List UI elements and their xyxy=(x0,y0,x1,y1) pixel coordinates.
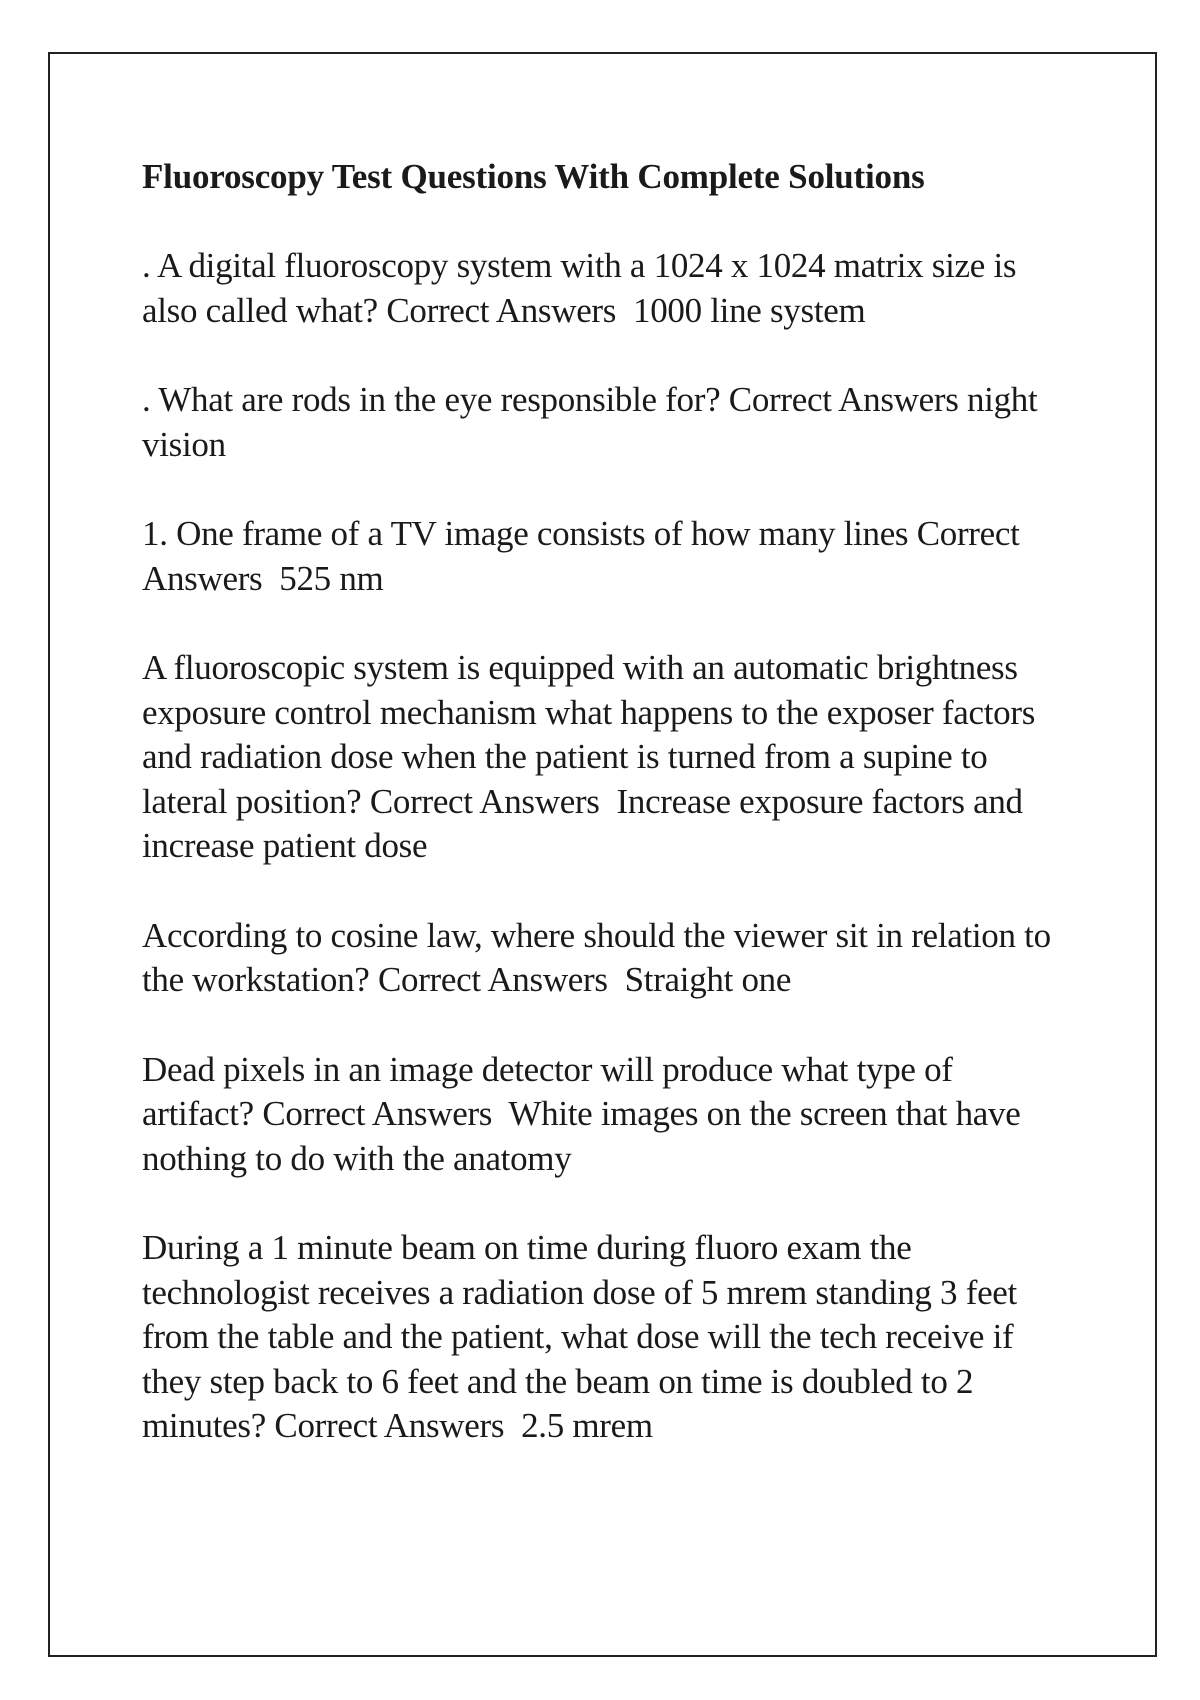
question-item: 1. One frame of a TV image consists of how many lines Correct Answers 525 nm xyxy=(142,514,1027,598)
question-item: During a 1 minute beam on time during fluoro exam the technologist receives a radiation dose of 5 mrem standing 3 feet from the table and the patient, what dose will the tech receive if they step back to 6 feet and the beam on time is doubled to 2 minutes? Correct Answers 2.5 mrem xyxy=(142,1228,1026,1445)
question-list xyxy=(142,244,1062,1449)
document-title: Fluoroscopy Test Questions With Complete Solutions xyxy=(142,157,925,196)
question-item: . What are rods in the eye responsible for? Correct Answers night vision xyxy=(142,380,1046,464)
question-item: . A digital fluoroscopy system with a 1024 x 1024 matrix size is also called what? Correct Answers 1000 line system xyxy=(142,246,1025,330)
question-item: According to cosine law, where should the viewer sit in relation to the workstation? Correct Answers Straight one xyxy=(142,915,1060,999)
document-body xyxy=(142,155,1062,1494)
question-item: A fluoroscopic system is equipped with an automatic brightness exposure control mechanism what happens to the exposer factors and radiation dose when the patient is turned from a supine to lateral position? Correct Answers Increase exposure factors and increase patient dose xyxy=(142,648,1044,865)
question-item: Dead pixels in an image detector will produce what type of artifact? Correct Answers White images on the screen that have nothing to do with the anatomy xyxy=(142,1049,1029,1178)
